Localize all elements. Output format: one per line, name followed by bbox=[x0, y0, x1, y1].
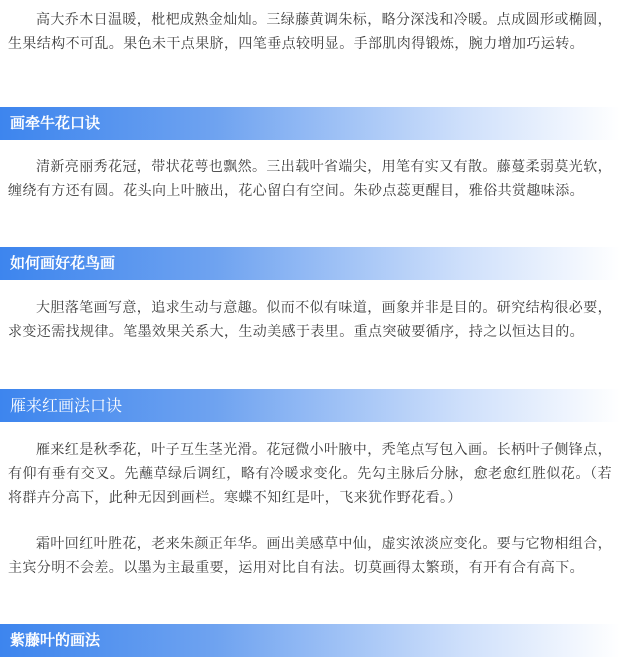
section-amaranth-2 bbox=[0, 532, 620, 580]
heading-wisteria-leaf: 紫藤叶的画法 bbox=[0, 624, 620, 657]
paragraph-amaranth-2: 霜叶回红叶胜花，老来朱颜正年华。画出美感草中仙，虚实浓淡应变化。要与它物相组合，主宾分明不会差。以墨为主最重要，运用对比自有法。切莫画得太繁琐，有开有合有高下。 bbox=[8, 536, 612, 576]
section-bird-flower-painting bbox=[0, 296, 620, 344]
heading-bird-flower-painting: 如何画好花鸟画 bbox=[0, 247, 620, 280]
paragraph-loquat: 高大乔木日温暖，枇杷成熟金灿灿。三绿藤黄调朱标，略分深浅和冷暖。点成圆形或椭圆，生果结构不可乱。果色未干点果脐，四笔垂点较明显。手部肌肉得锻炼，腕力增加巧运转。 bbox=[8, 12, 612, 52]
paragraph-morning-glory: 清新亮丽秀花冠，带状花萼也飘然。三出载叶省端尖，用笔有实又有散。藤蔓柔弱莫光软，缠绕有方还有圆。花头向上叶腋出，花心留白有空间。朱砂点蕊更醒目，雅俗共赏趣味添。 bbox=[8, 159, 612, 199]
paragraph-amaranth-1: 雁来红是秋季花，叶子互生茎光滑。花冠微小叶腋中，秃笔点写包入画。长柄叶子侧锋点，有仰有垂有交叉。先蘸草绿后调红，略有冷暖求变化。先勾主脉后分脉，愈老愈红胜似花。（若将群卉分高下，此种无因到画栏。寒蝶不知红是叶，飞来犹作野花看。） bbox=[8, 442, 612, 506]
section-loquat bbox=[0, 8, 620, 56]
paragraph-bird-flower-painting: 大胆落笔画写意，追求生动与意趣。似而不似有味道，画象并非是目的。研究结构很必要，求变还需找规律。笔墨效果关系大，生动美感于表里。重点突破要循序，持之以恒达目的。 bbox=[8, 300, 612, 340]
heading-morning-glory: 画牵牛花口诀 bbox=[0, 107, 620, 140]
heading-amaranth: 雁来红画法口诀 bbox=[0, 389, 620, 422]
section-amaranth bbox=[0, 438, 620, 510]
section-morning-glory bbox=[0, 155, 620, 203]
